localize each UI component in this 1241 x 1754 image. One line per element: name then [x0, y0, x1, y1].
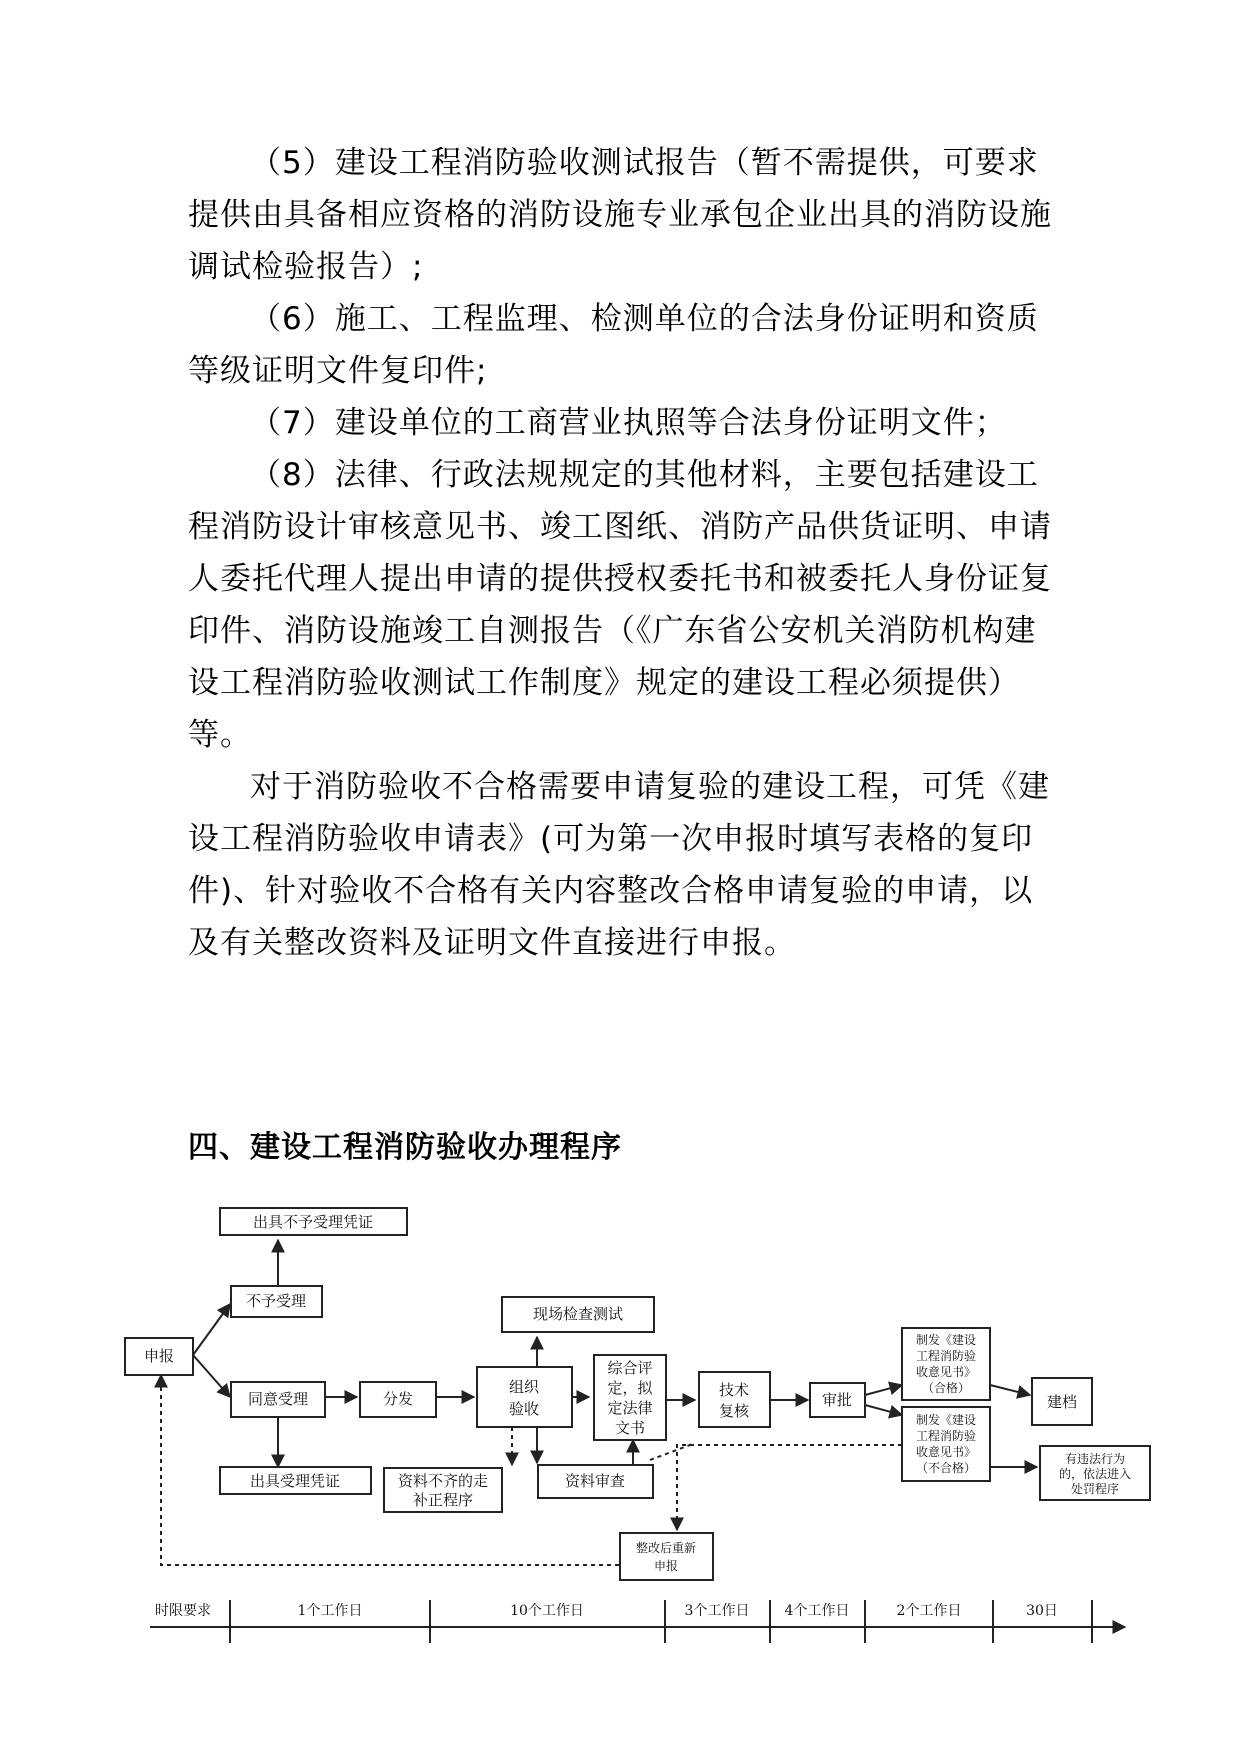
node-text: 申报	[653, 1559, 679, 1573]
paragraph-item-7: （7）建设单位的工商营业执照等合法身份证明文件；	[250, 405, 1007, 441]
node-shenbao	[125, 1338, 193, 1375]
node-text: 的，依法进入	[1058, 1467, 1132, 1481]
node-text: 建档	[1046, 1393, 1078, 1411]
node-text: 收意见书》	[915, 1445, 977, 1459]
node-chuju-buyu	[220, 1208, 407, 1235]
paragraph-item-6: （6）施工、工程监理、检测单位的合法身份证明和资质等级证明文件复印件;	[188, 301, 1039, 389]
node-text: 审批	[821, 1391, 853, 1409]
node-text: （合格）	[921, 1381, 971, 1395]
node-jiandang	[1032, 1378, 1092, 1425]
node-text: 申报	[143, 1347, 175, 1365]
paragraph-reinspection: 对于消防验收不合格需要申请复验的建设工程，可凭《建设工程消防验收申请表》(可为第一次申报时填写表格的复印件)、针对验收不合格有关内容整改合格申请复验的申请，以及有关整改资料及证明文件直接进行申报。	[188, 769, 1050, 961]
node-text: 定法律	[607, 1399, 653, 1417]
node-ziliao-buqi	[384, 1468, 502, 1512]
timeline-segment: 1个工作日	[297, 1603, 363, 1619]
timeline	[155, 1600, 1092, 1643]
node-text: 资料不齐的走	[397, 1472, 489, 1490]
node-text: 现场检查测试	[532, 1305, 624, 1323]
acceptance-flowchart	[0, 1195, 1241, 1665]
timeline-segment: 3个工作日	[684, 1603, 750, 1619]
node-shenpi	[810, 1383, 865, 1417]
section-heading: 四、建设工程消防验收办理程序	[188, 1130, 622, 1165]
node-zonghe-pingding	[594, 1355, 666, 1440]
timeline-label: 时限要求	[155, 1603, 211, 1619]
node-text: 出具不予受理凭证	[252, 1213, 374, 1231]
node-text: 收意见书》	[915, 1365, 977, 1379]
node-text: 出具受理凭证	[249, 1472, 341, 1490]
node-text: 整改后重新	[635, 1541, 697, 1555]
node-text: 验收	[508, 1400, 540, 1418]
node-text: 有违法行为	[1064, 1452, 1126, 1466]
paragraph-item-5: （5）建设工程消防验收测试报告（暂不需提供，可要求提供由具备相应资格的消防设施专业承包企业出具的消防设施调试检验报告）;	[188, 145, 1052, 285]
node-text: 制发《建设	[915, 1413, 977, 1427]
node-zhifa-buhege	[902, 1407, 990, 1481]
node-text: （不合格）	[915, 1461, 977, 1475]
node-zhifa-hege	[902, 1328, 990, 1400]
paragraph-item-8: （8）法律、行政法规规定的其他材料，主要包括建设工程消防设计审核意见书、竣工图纸、消防产品供货证明、申请人委托代理人提出申请的提供授权委托书和被委托人身份证复印件、消防设施竣工自测报告（《广东省公安机关消防机构建设工程消防验收测试工作制度》规定的建设工程必须提供）等。	[188, 457, 1052, 753]
node-chuju-shouli	[220, 1467, 371, 1494]
node-text: 制发《建设	[915, 1333, 977, 1347]
timeline-segment: 30日	[1026, 1603, 1058, 1619]
node-text: 复核	[718, 1402, 750, 1420]
node-text: 工程消防验	[915, 1429, 977, 1443]
node-text: 文书	[614, 1419, 646, 1437]
node-text: 分发	[382, 1390, 414, 1408]
node-text: 工程消防验	[915, 1349, 977, 1363]
node-weifa	[1040, 1446, 1150, 1500]
node-text: 综合评	[607, 1359, 653, 1377]
node-text: 不予受理	[245, 1292, 307, 1310]
node-text: 组织	[508, 1378, 540, 1396]
node-fenfa	[360, 1382, 436, 1417]
node-tongyi-shouli	[231, 1382, 325, 1417]
node-text: 定，拟	[607, 1379, 653, 1397]
timeline-segment: 4个工作日	[784, 1603, 850, 1619]
node-text: 处罚程序	[1070, 1482, 1120, 1496]
node-xianchang	[502, 1297, 654, 1332]
node-text: 同意受理	[247, 1390, 309, 1408]
node-zhenggai	[620, 1533, 713, 1580]
node-jishu-fuhe	[699, 1372, 770, 1427]
node-text: 资料审查	[564, 1472, 626, 1490]
timeline-segment: 2个工作日	[896, 1603, 962, 1619]
node-buyu-shouli	[231, 1286, 322, 1317]
node-text: 补正程序	[412, 1491, 474, 1509]
node-text: 技术	[718, 1381, 750, 1399]
node-ziliao-shencha	[538, 1465, 653, 1498]
node-zuzhi-yanshou	[477, 1367, 572, 1427]
timeline-segment: 10个工作日	[510, 1603, 584, 1619]
